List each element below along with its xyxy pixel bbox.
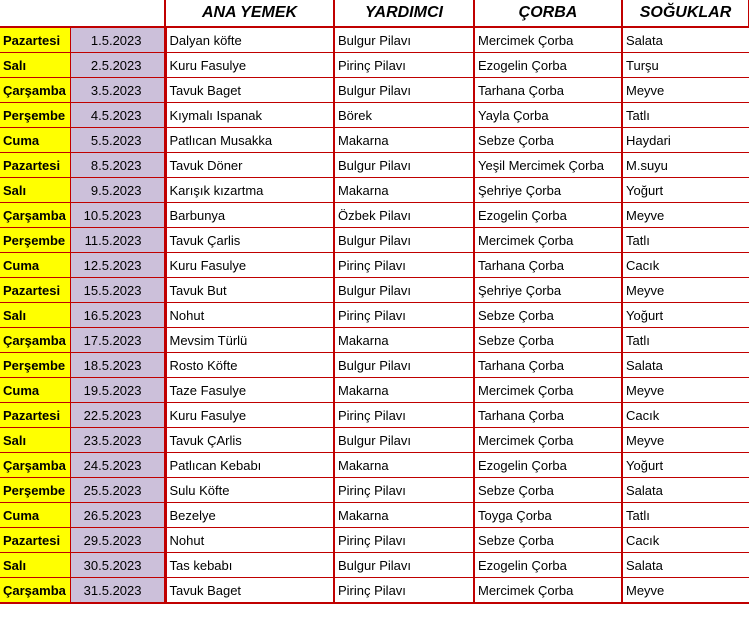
main-dish-cell[interactable]: Nohut	[165, 303, 334, 328]
main-dish-cell[interactable]: Patlıcan Kebabı	[165, 453, 334, 478]
date-cell[interactable]: 18.5.2023	[70, 353, 165, 378]
table-row	[0, 503, 749, 528]
cold-cell[interactable]: Meyve	[622, 78, 749, 103]
header-soup: ÇORBA	[474, 0, 622, 27]
date-cell[interactable]: 15.5.2023	[70, 278, 165, 303]
table-row	[0, 478, 749, 503]
main-dish-cell[interactable]: Nohut	[165, 528, 334, 553]
table-row	[0, 128, 749, 153]
cold-cell[interactable]: Tatlı	[622, 328, 749, 353]
soup-cell[interactable]: Mercimek Çorba	[474, 27, 622, 53]
table-row	[0, 428, 749, 453]
table-row	[0, 178, 749, 203]
main-dish-cell[interactable]: Sulu Köfte	[165, 478, 334, 503]
table-row	[0, 328, 749, 353]
main-dish-cell[interactable]: Bezelye	[165, 503, 334, 528]
cold-cell[interactable]: Meyve	[622, 428, 749, 453]
soup-cell[interactable]: Tarhana Çorba	[474, 403, 622, 428]
main-dish-cell[interactable]: Dalyan köfte	[165, 27, 334, 53]
cold-cell[interactable]: Salata	[622, 353, 749, 378]
side-dish-cell[interactable]: Pirinç Pilavı	[334, 253, 474, 278]
table-row	[0, 453, 749, 478]
day-cell[interactable]: Perşembe	[0, 478, 70, 503]
soup-cell[interactable]: Tarhana Çorba	[474, 253, 622, 278]
header-row	[0, 0, 749, 27]
soup-cell[interactable]: Sebze Çorba	[474, 128, 622, 153]
table-row	[0, 378, 749, 403]
side-dish-cell[interactable]: Pirinç Pilavı	[334, 578, 474, 604]
main-dish-cell[interactable]: Tavuk Baget	[165, 578, 334, 604]
date-cell[interactable]: 10.5.2023	[70, 203, 165, 228]
day-cell[interactable]: Salı	[0, 553, 70, 578]
soup-cell[interactable]: Yayla Çorba	[474, 103, 622, 128]
day-cell[interactable]: Cuma	[0, 378, 70, 403]
day-cell[interactable]: Pazartesi	[0, 403, 70, 428]
day-cell[interactable]: Salı	[0, 178, 70, 203]
table-row	[0, 203, 749, 228]
main-dish-cell[interactable]: Kuru Fasulye	[165, 253, 334, 278]
soup-cell[interactable]: Mercimek Çorba	[474, 378, 622, 403]
day-cell[interactable]: Çarşamba	[0, 78, 70, 103]
cold-cell[interactable]: Salata	[622, 478, 749, 503]
main-dish-cell[interactable]: Taze Fasulye	[165, 378, 334, 403]
day-cell[interactable]: Salı	[0, 53, 70, 78]
date-cell[interactable]: 11.5.2023	[70, 228, 165, 253]
side-dish-cell[interactable]: Makarna	[334, 503, 474, 528]
main-dish-cell[interactable]: Tavuk Baget	[165, 78, 334, 103]
date-cell[interactable]: 9.5.2023	[70, 178, 165, 203]
side-dish-cell[interactable]: Pirinç Pilavı	[334, 303, 474, 328]
side-dish-cell[interactable]: Bulgur Pilavı	[334, 278, 474, 303]
table-row	[0, 578, 749, 604]
main-dish-cell[interactable]: Kıymalı Ispanak	[165, 103, 334, 128]
day-cell[interactable]: Pazartesi	[0, 278, 70, 303]
main-dish-cell[interactable]: Tavuk Çarlis	[165, 228, 334, 253]
day-cell[interactable]: Çarşamba	[0, 203, 70, 228]
soup-cell[interactable]: Tarhana Çorba	[474, 353, 622, 378]
header-date	[70, 0, 165, 27]
date-cell[interactable]: 5.5.2023	[70, 128, 165, 153]
day-cell[interactable]: Salı	[0, 303, 70, 328]
main-dish-cell[interactable]: Tavuk But	[165, 278, 334, 303]
soup-cell[interactable]: Şehriye Çorba	[474, 178, 622, 203]
soup-cell[interactable]: Ezogelin Çorba	[474, 453, 622, 478]
day-cell[interactable]: Salı	[0, 428, 70, 453]
soup-cell[interactable]: Sebze Çorba	[474, 528, 622, 553]
date-cell[interactable]: 1.5.2023	[70, 27, 165, 53]
header-day	[0, 0, 70, 27]
soup-cell[interactable]: Tarhana Çorba	[474, 78, 622, 103]
cold-cell[interactable]: Cacık	[622, 253, 749, 278]
table-row	[0, 353, 749, 378]
side-dish-cell[interactable]: Makarna	[334, 128, 474, 153]
main-dish-cell[interactable]: Kuru Fasulye	[165, 53, 334, 78]
day-cell[interactable]: Perşembe	[0, 103, 70, 128]
day-cell[interactable]: Perşembe	[0, 353, 70, 378]
side-dish-cell[interactable]: Bulgur Pilavı	[334, 353, 474, 378]
side-dish-cell[interactable]: Makarna	[334, 178, 474, 203]
date-cell[interactable]: 29.5.2023	[70, 528, 165, 553]
side-dish-cell[interactable]: Börek	[334, 103, 474, 128]
cold-cell[interactable]: Meyve	[622, 378, 749, 403]
date-cell[interactable]: 3.5.2023	[70, 78, 165, 103]
table-row	[0, 253, 749, 278]
table-row	[0, 78, 749, 103]
cold-cell[interactable]: Tatlı	[622, 103, 749, 128]
main-dish-cell[interactable]: Kuru Fasulye	[165, 403, 334, 428]
cold-cell[interactable]: Meyve	[622, 278, 749, 303]
main-dish-cell[interactable]: Tavuk ÇArlis	[165, 428, 334, 453]
table-row	[0, 27, 749, 53]
date-cell[interactable]: 23.5.2023	[70, 428, 165, 453]
soup-cell[interactable]: Mercimek Çorba	[474, 228, 622, 253]
table-row	[0, 303, 749, 328]
cold-cell[interactable]: Yoğurt	[622, 178, 749, 203]
soup-cell[interactable]: Sebze Çorba	[474, 328, 622, 353]
day-cell[interactable]: Çarşamba	[0, 453, 70, 478]
date-cell[interactable]: 22.5.2023	[70, 403, 165, 428]
main-dish-cell[interactable]: Patlıcan Musakka	[165, 128, 334, 153]
header-main-dish: ANA YEMEK	[165, 0, 334, 27]
date-cell[interactable]: 16.5.2023	[70, 303, 165, 328]
side-dish-cell[interactable]: Bulgur Pilavı	[334, 553, 474, 578]
soup-cell[interactable]: Sebze Çorba	[474, 303, 622, 328]
side-dish-cell[interactable]: Bulgur Pilavı	[334, 78, 474, 103]
date-cell[interactable]: 2.5.2023	[70, 53, 165, 78]
day-cell[interactable]: Çarşamba	[0, 328, 70, 353]
side-dish-cell[interactable]: Bulgur Pilavı	[334, 27, 474, 53]
soup-cell[interactable]: Mercimek Çorba	[474, 578, 622, 604]
soup-cell[interactable]: Ezogelin Çorba	[474, 203, 622, 228]
side-dish-cell[interactable]: Pirinç Pilavı	[334, 528, 474, 553]
table-row	[0, 278, 749, 303]
day-cell[interactable]: Pazartesi	[0, 27, 70, 53]
side-dish-cell[interactable]: Makarna	[334, 453, 474, 478]
main-dish-cell[interactable]: Karışık kızartma	[165, 178, 334, 203]
table-row	[0, 103, 749, 128]
day-cell[interactable]: Cuma	[0, 253, 70, 278]
table-row	[0, 528, 749, 553]
date-cell[interactable]: 8.5.2023	[70, 153, 165, 178]
cold-cell[interactable]: Yoğurt	[622, 303, 749, 328]
date-cell[interactable]: 25.5.2023	[70, 478, 165, 503]
side-dish-cell[interactable]: Pirinç Pilavı	[334, 403, 474, 428]
date-cell[interactable]: 30.5.2023	[70, 553, 165, 578]
date-cell[interactable]: 19.5.2023	[70, 378, 165, 403]
day-cell[interactable]: Çarşamba	[0, 578, 70, 604]
soup-cell[interactable]: Şehriye Çorba	[474, 278, 622, 303]
soup-cell[interactable]: Mercimek Çorba	[474, 428, 622, 453]
soup-cell[interactable]: Ezogelin Çorba	[474, 53, 622, 78]
date-cell[interactable]: 31.5.2023	[70, 578, 165, 604]
cold-cell[interactable]: Cacık	[622, 403, 749, 428]
cold-cell[interactable]: Meyve	[622, 578, 749, 604]
date-cell[interactable]: 4.5.2023	[70, 103, 165, 128]
table-row	[0, 153, 749, 178]
soup-cell[interactable]: Sebze Çorba	[474, 478, 622, 503]
main-dish-cell[interactable]: Tas kebabı	[165, 553, 334, 578]
date-cell[interactable]: 24.5.2023	[70, 453, 165, 478]
side-dish-cell[interactable]: Makarna	[334, 328, 474, 353]
cold-cell[interactable]: Salata	[622, 553, 749, 578]
side-dish-cell[interactable]: Özbek Pilavı	[334, 203, 474, 228]
table-row	[0, 553, 749, 578]
soup-cell[interactable]: Yeşil Mercimek Çorba	[474, 153, 622, 178]
main-dish-cell[interactable]: Mevsim Türlü	[165, 328, 334, 353]
side-dish-cell[interactable]: Pirinç Pilavı	[334, 478, 474, 503]
side-dish-cell[interactable]: Bulgur Pilavı	[334, 153, 474, 178]
header-cold: SOĞUKLAR	[622, 0, 749, 27]
header-side-dish: YARDIMCI	[334, 0, 474, 27]
cold-cell[interactable]: Tatlı	[622, 503, 749, 528]
cold-cell[interactable]: Haydari	[622, 128, 749, 153]
cold-cell[interactable]: Tatlı	[622, 228, 749, 253]
table-row	[0, 53, 749, 78]
side-dish-cell[interactable]: Bulgur Pilavı	[334, 228, 474, 253]
side-dish-cell[interactable]: Pirinç Pilavı	[334, 53, 474, 78]
table-row	[0, 228, 749, 253]
soup-cell[interactable]: Toyga Çorba	[474, 503, 622, 528]
soup-cell[interactable]: Ezogelin Çorba	[474, 553, 622, 578]
cold-cell[interactable]: Yoğurt	[622, 453, 749, 478]
cold-cell[interactable]: Meyve	[622, 203, 749, 228]
cold-cell[interactable]: Turşu	[622, 53, 749, 78]
date-cell[interactable]: 12.5.2023	[70, 253, 165, 278]
cold-cell[interactable]: M.suyu	[622, 153, 749, 178]
side-dish-cell[interactable]: Makarna	[334, 378, 474, 403]
cold-cell[interactable]: Salata	[622, 27, 749, 53]
main-dish-cell[interactable]: Rosto Köfte	[165, 353, 334, 378]
day-cell[interactable]: Pazartesi	[0, 528, 70, 553]
main-dish-cell[interactable]: Barbunya	[165, 203, 334, 228]
date-cell[interactable]: 17.5.2023	[70, 328, 165, 353]
day-cell[interactable]: Cuma	[0, 503, 70, 528]
main-dish-cell[interactable]: Tavuk Döner	[165, 153, 334, 178]
day-cell[interactable]: Cuma	[0, 128, 70, 153]
menu-body	[0, 27, 749, 603]
side-dish-cell[interactable]: Bulgur Pilavı	[334, 428, 474, 453]
cold-cell[interactable]: Cacık	[622, 528, 749, 553]
table-row	[0, 403, 749, 428]
day-cell[interactable]: Pazartesi	[0, 153, 70, 178]
date-cell[interactable]: 26.5.2023	[70, 503, 165, 528]
day-cell[interactable]: Perşembe	[0, 228, 70, 253]
